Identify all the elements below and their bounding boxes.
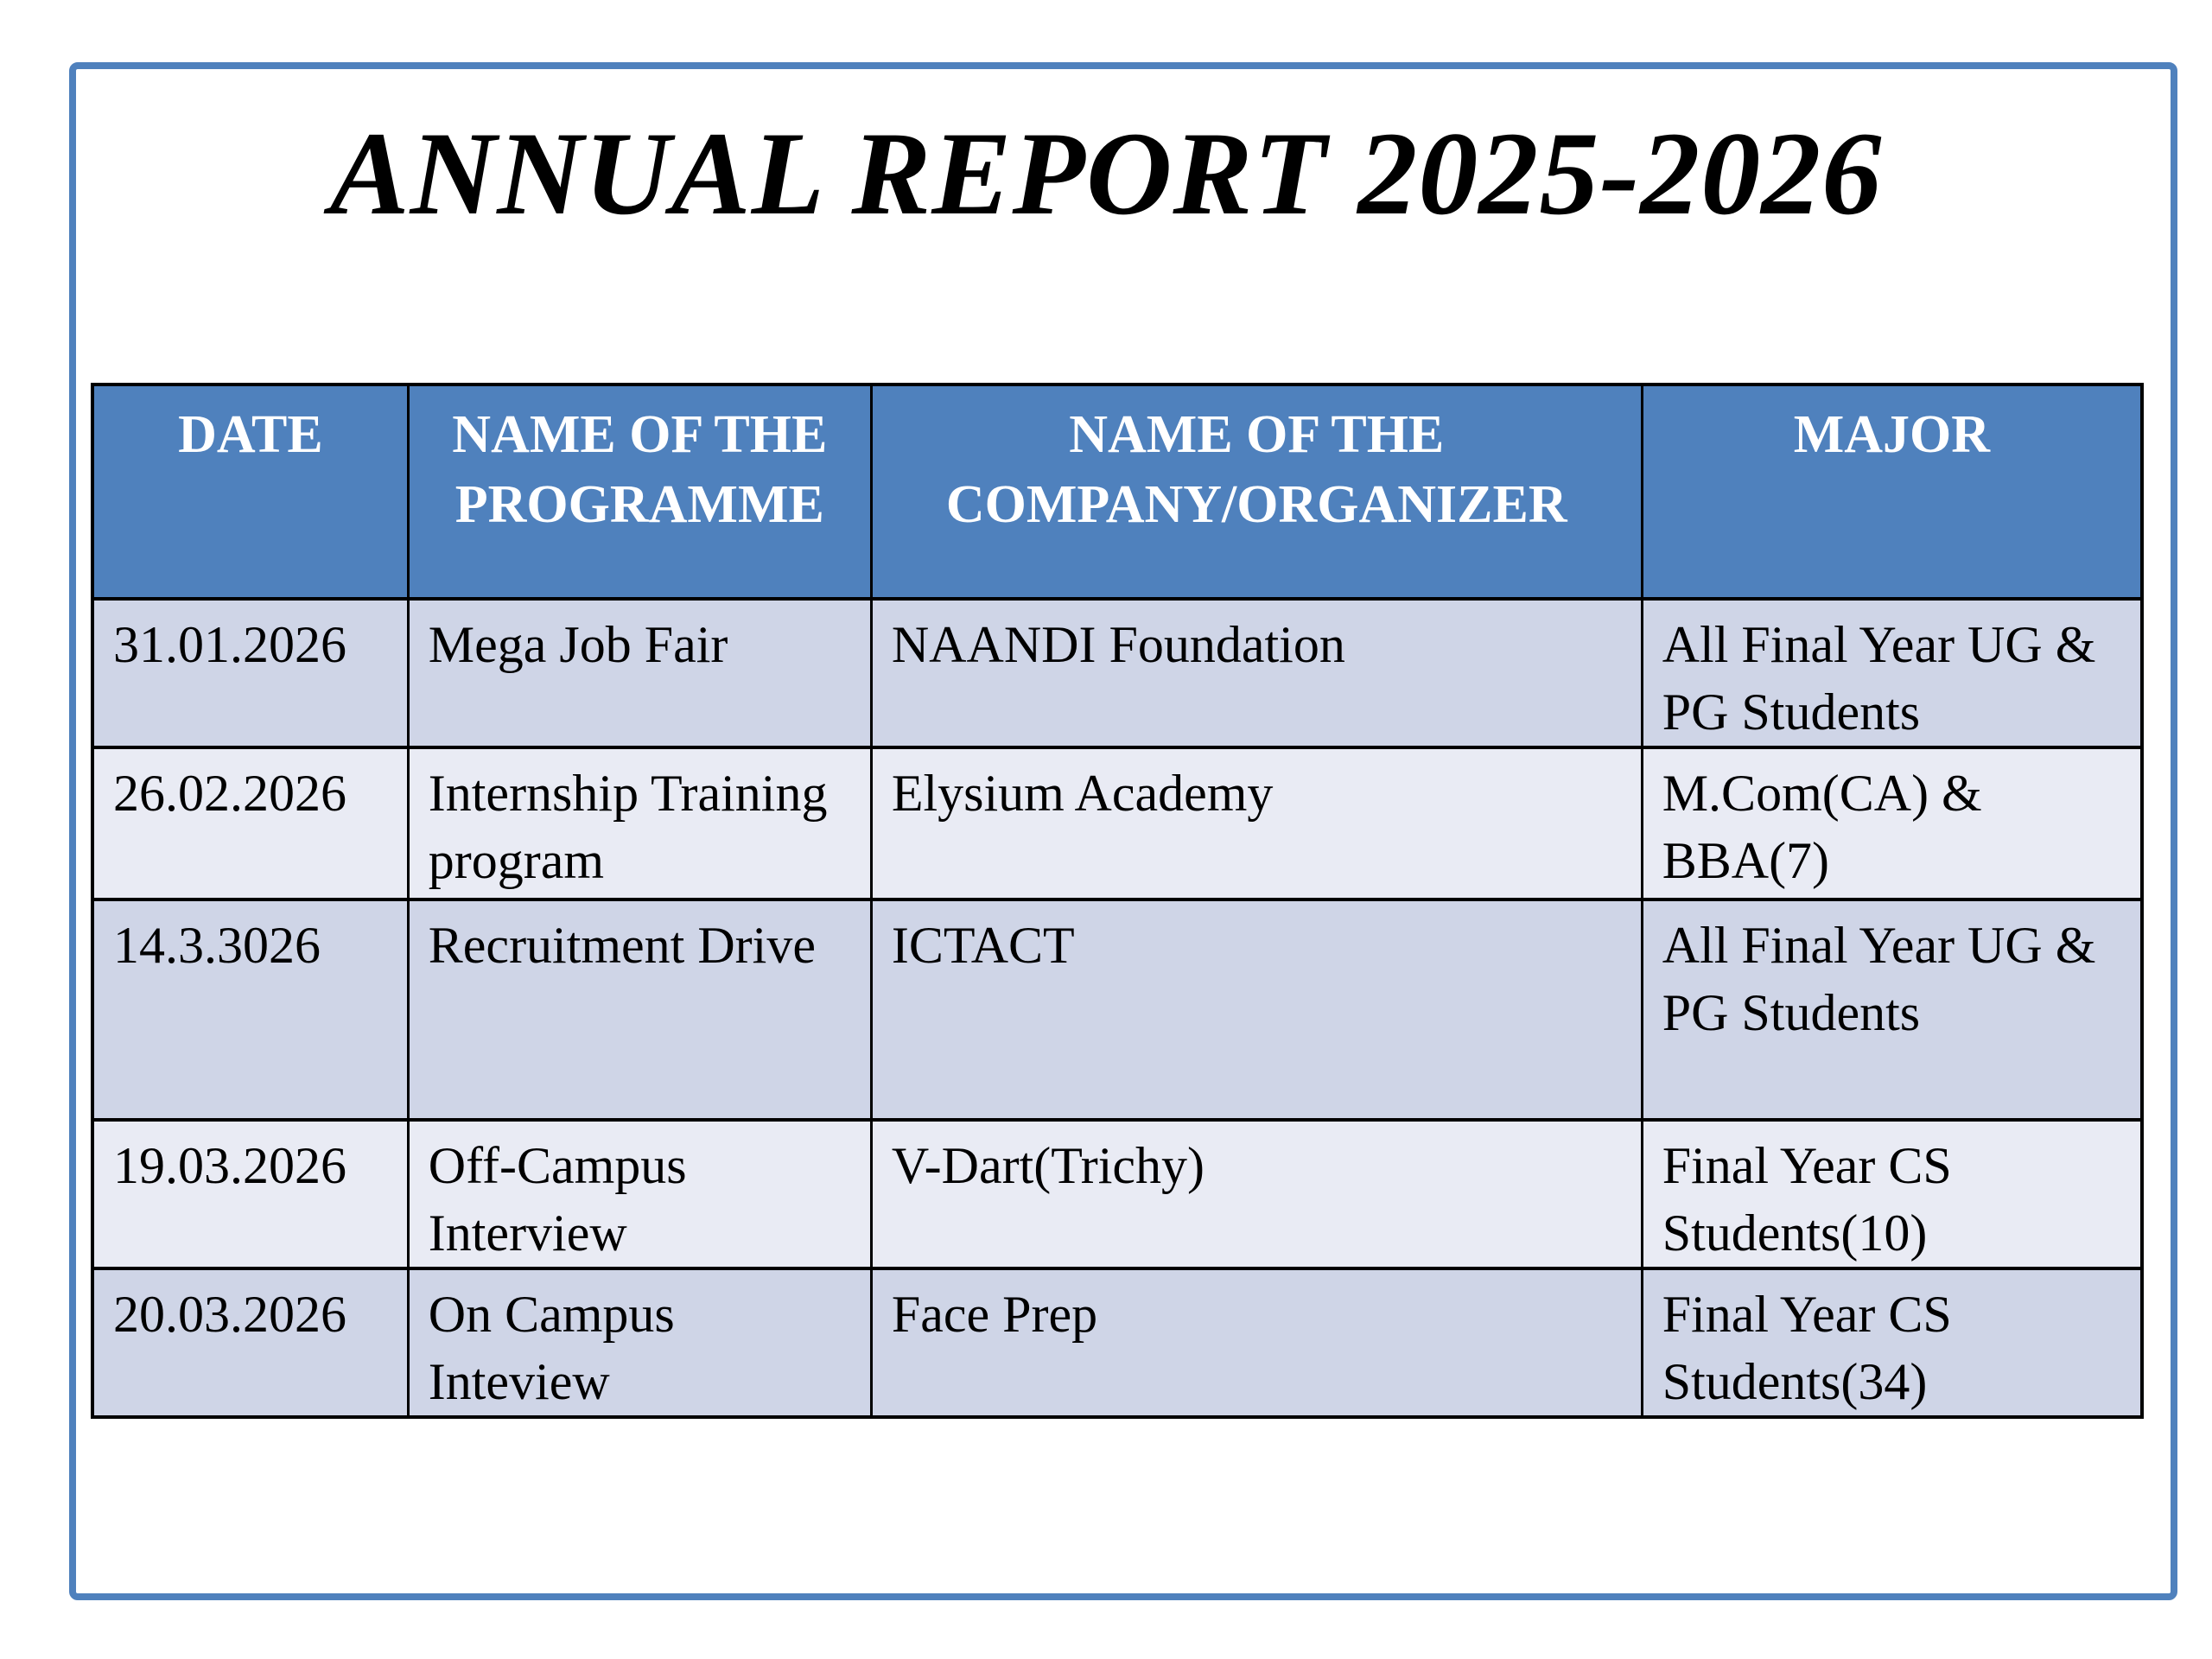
table-cell: 14.3.3026 bbox=[92, 899, 408, 1120]
table-cell: Elysium Academy bbox=[871, 747, 1642, 899]
table-cell: All Final Year UG & PG Students bbox=[1642, 899, 2142, 1120]
table-header bbox=[92, 385, 2142, 599]
table-cell: 19.03.2026 bbox=[92, 1120, 408, 1268]
table-cell: 26.02.2026 bbox=[92, 747, 408, 899]
table-row bbox=[92, 1268, 2142, 1417]
table-cell: Recruitment Drive bbox=[408, 899, 871, 1120]
column-header: MAJOR bbox=[1642, 385, 2142, 599]
page-title: ANNUAL REPORT 2025-2026 bbox=[329, 107, 1883, 239]
table-cell: Face Prep bbox=[871, 1268, 1642, 1417]
table-cell: V-Dart(Trichy) bbox=[871, 1120, 1642, 1268]
table-cell: Mega Job Fair bbox=[408, 599, 871, 747]
table-body bbox=[92, 599, 2142, 1417]
table-cell: NAANDI Foundation bbox=[871, 599, 1642, 747]
table-row bbox=[92, 599, 2142, 747]
table-cell: On Campus Inteview bbox=[408, 1268, 871, 1417]
table-cell: 31.01.2026 bbox=[92, 599, 408, 747]
table-cell: Final Year CS Students(10) bbox=[1642, 1120, 2142, 1268]
table-cell: ICTACT bbox=[871, 899, 1642, 1120]
column-header: DATE bbox=[92, 385, 408, 599]
table-cell: All Final Year UG & PG Students bbox=[1642, 599, 2142, 747]
column-header: NAME OF THE PROGRAMME bbox=[408, 385, 871, 599]
header-row bbox=[92, 385, 2142, 599]
table-row bbox=[92, 747, 2142, 899]
table-row bbox=[92, 899, 2142, 1120]
table-row bbox=[92, 1120, 2142, 1268]
annual-report-table bbox=[91, 383, 2144, 1419]
column-header: NAME OF THE COMPANY/ORGANIZER bbox=[871, 385, 1642, 599]
table-cell: Off-Campus Interview bbox=[408, 1120, 871, 1268]
table-cell: M.Com(CA) & BBA(7) bbox=[1642, 747, 2142, 899]
table-cell: 20.03.2026 bbox=[92, 1268, 408, 1417]
table-cell: Final Year CS Students(34) bbox=[1642, 1268, 2142, 1417]
table-cell: Internship Training program bbox=[408, 747, 871, 899]
